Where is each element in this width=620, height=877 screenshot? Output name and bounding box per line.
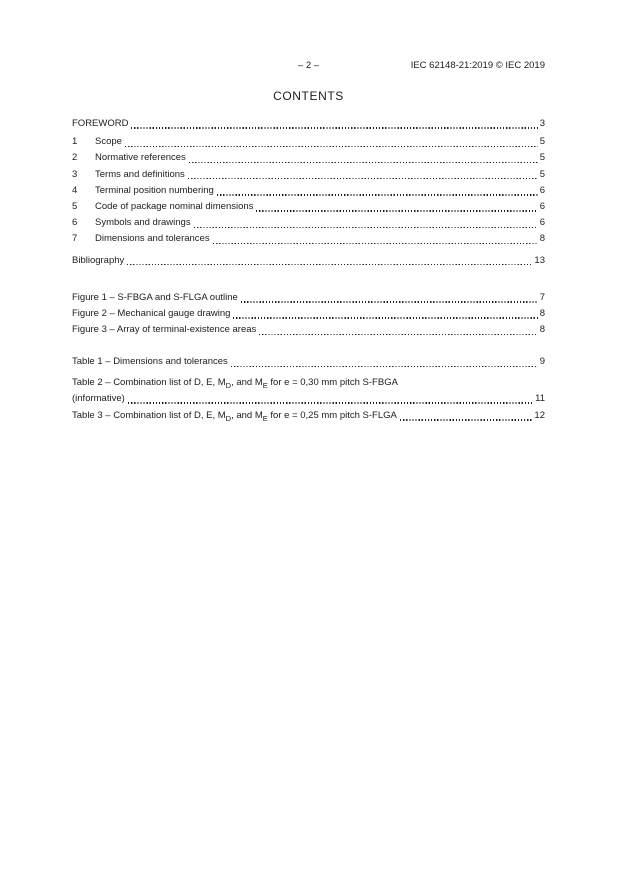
contents-heading: CONTENTS — [273, 89, 344, 103]
toc-entry-label: Dimensions and tolerances — [95, 233, 210, 245]
toc-entry-label: (informative) — [72, 392, 125, 404]
leader-dots — [213, 243, 538, 244]
toc-entry-page: 11 — [535, 392, 545, 404]
leader-dots — [131, 127, 537, 128]
toc-entry-label: Scope — [95, 136, 122, 148]
section-number: 6 — [72, 217, 78, 229]
section-number: 5 — [72, 201, 78, 213]
leader-dots — [259, 334, 537, 335]
toc-entry-page: 8 — [539, 308, 545, 320]
toc-entry-section-2 — [72, 150, 545, 166]
toc-figures — [72, 290, 545, 339]
toc-sections — [72, 134, 545, 247]
toc-entry-label: Code of package nominal dimensions — [95, 201, 254, 213]
toc-entry-section-7 — [72, 231, 545, 247]
leader-dots — [128, 402, 533, 403]
toc-entry-label: Table 1 – Dimensions and tolerances — [72, 356, 228, 368]
toc-entry-page: 6 — [539, 201, 545, 213]
section-number: 2 — [72, 152, 78, 164]
leader-dots — [241, 301, 538, 302]
toc-entry-section-3 — [72, 167, 545, 183]
leader-dots — [400, 419, 533, 420]
section-number: 3 — [72, 168, 78, 180]
running-header — [72, 59, 545, 72]
toc-entry-page: 5 — [539, 152, 545, 164]
toc-entry-table-1 — [72, 354, 545, 370]
leader-dots — [231, 366, 538, 367]
leader-dots — [256, 210, 537, 211]
section-number: 7 — [72, 233, 78, 245]
toc-entry-label: Symbols and drawings — [95, 217, 191, 229]
toc-entry-label: Normative references — [95, 152, 186, 164]
leader-dots — [127, 264, 532, 265]
leader-dots — [188, 178, 538, 179]
toc-entry-page: 6 — [539, 217, 545, 229]
toc-entry-figure-3 — [72, 322, 545, 338]
toc-entry-table-2-line-1 — [72, 375, 545, 391]
toc-entry-label: Bibliography — [72, 254, 125, 266]
section-number: 1 — [72, 136, 78, 148]
toc-entry-page: 5 — [539, 136, 545, 148]
toc-entry-label: Figure 1 – S-FBGA and S-FLGA outline — [72, 291, 238, 303]
toc-entry-figure-1 — [72, 290, 545, 306]
toc-entry-label: Terminal position numbering — [95, 184, 214, 196]
toc-entry-label: Table 2 – Combination list of D, E, $M_D$, and $M_E$ for e = 0,30 mm pitch S-FBGA — [72, 376, 398, 390]
toc-entry-page: 8 — [539, 233, 545, 245]
toc-entry-label: Figure 2 – Mechanical gauge drawing — [72, 308, 231, 320]
toc-entry-page: 9 — [539, 356, 545, 368]
toc-entry-page: 8 — [539, 324, 545, 336]
leader-dots — [233, 317, 537, 318]
toc-entry-section-6 — [72, 215, 545, 231]
toc-entry-section-5 — [72, 199, 545, 215]
leader-dots — [125, 146, 538, 147]
toc-entry-page: 5 — [539, 168, 545, 180]
leader-dots — [189, 162, 538, 163]
toc-entry-page: 3 — [539, 118, 545, 129]
toc-tables — [72, 354, 545, 424]
toc-entry-bibliography — [72, 253, 545, 269]
document-reference: IEC 62148-21:2019 © IEC 2019 — [410, 60, 545, 71]
toc-entry-section-4 — [72, 183, 545, 199]
toc-entry-page: 12 — [534, 410, 545, 422]
toc-entry-section-1 — [72, 134, 545, 150]
toc-entry-label: Table 3 – Combination list of D, E, $M_D$, and $M_E$ for e = 0,25 mm pitch S-FLGA — [72, 410, 397, 423]
toc-entry-page: 7 — [539, 291, 545, 303]
toc-entry-label: Figure 3 – Array of terminal-existence areas — [72, 324, 257, 336]
page-number: – 2 – — [297, 60, 320, 71]
table-of-contents — [72, 116, 545, 424]
toc-entry-foreword — [72, 116, 545, 132]
page-content — [72, 0, 545, 424]
toc-entry-table-3 — [72, 408, 545, 424]
section-number: 4 — [72, 184, 78, 196]
toc-entry-label: FOREWORD — [72, 118, 129, 129]
toc-entry-table-2-line-2 — [72, 391, 545, 407]
toc-entry-page: 6 — [539, 184, 545, 196]
toc-entry-figure-2 — [72, 306, 545, 322]
leader-dots — [194, 227, 538, 228]
toc-entry-label: Terms and definitions — [95, 168, 185, 180]
leader-dots — [217, 194, 538, 195]
toc-entry-page: 13 — [534, 254, 545, 266]
